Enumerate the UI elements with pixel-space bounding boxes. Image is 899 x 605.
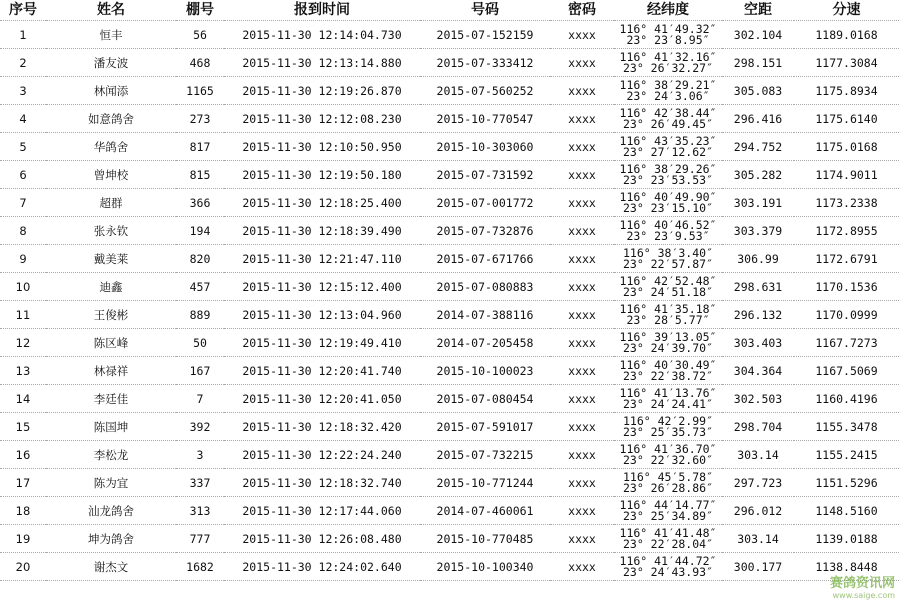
cell-loft: 889 — [176, 301, 224, 329]
longitude: 116° 40′46.52″ — [619, 217, 717, 232]
cell-distance: 296.132 — [722, 301, 794, 329]
cell-ring: 2015-07-333412 — [420, 49, 550, 77]
cell-coordinates — [614, 273, 722, 301]
cell-ring: 2015-10-100023 — [420, 357, 550, 385]
longitude: 116° 41′44.72″ — [619, 553, 717, 568]
header-rank: 序号 — [0, 0, 46, 21]
cell-ring: 2015-10-770485 — [420, 525, 550, 553]
table-row — [0, 441, 899, 469]
cell-rank: 11 — [0, 301, 46, 329]
table-row — [0, 413, 899, 441]
cell-loft: 815 — [176, 161, 224, 189]
cell-ring: 2015-07-001772 — [420, 189, 550, 217]
longitude: 116° 38′3.40″ — [622, 245, 713, 260]
cell-time: 2015-11-30 12:10:50.950 — [224, 133, 420, 161]
cell-ring: 2015-07-732876 — [420, 217, 550, 245]
cell-distance: 302.104 — [722, 21, 794, 49]
latitude: 23° 28′5.77″ — [626, 312, 710, 327]
cell-distance: 298.704 — [722, 413, 794, 441]
cell-ring: 2014-07-460061 — [420, 497, 550, 525]
cell-rank: 5 — [0, 133, 46, 161]
table-row — [0, 385, 899, 413]
cell-rank: 3 — [0, 77, 46, 105]
latitude: 23° 23′15.10″ — [622, 200, 713, 215]
cell-distance: 298.631 — [722, 273, 794, 301]
latitude: 23° 26′49.45″ — [622, 116, 713, 131]
cell-rank: 17 — [0, 469, 46, 497]
latitude: 23° 24′24.41″ — [622, 396, 713, 411]
cell-ring: 2015-07-080454 — [420, 385, 550, 413]
cell-coordinates — [614, 469, 722, 497]
cell-ring: 2015-07-152159 — [420, 21, 550, 49]
latitude: 23° 22′28.04″ — [622, 536, 713, 551]
cell-rank: 20 — [0, 553, 46, 581]
latitude: 23° 22′57.87″ — [622, 256, 713, 271]
cell-rank: 10 — [0, 273, 46, 301]
latitude: 23° 24′39.70″ — [622, 340, 713, 355]
longitude: 116° 41′13.76″ — [619, 385, 717, 400]
latitude: 23° 24′51.18″ — [622, 284, 713, 299]
cell-speed: 1174.9011 — [794, 161, 899, 189]
cell-time: 2015-11-30 12:19:26.870 — [224, 77, 420, 105]
cell-password: xxxx — [550, 245, 614, 273]
cell-name: 曾坤校 — [46, 161, 176, 189]
cell-distance: 303.14 — [722, 525, 794, 553]
table-row — [0, 133, 899, 161]
longitude: 116° 41′32.16″ — [619, 49, 717, 64]
latitude: 23° 23′53.53″ — [622, 172, 713, 187]
cell-name: 陈为宜 — [46, 469, 176, 497]
cell-ring: 2014-07-388116 — [420, 301, 550, 329]
cell-time: 2015-11-30 12:20:41.050 — [224, 385, 420, 413]
latitude: 23° 25′35.73″ — [622, 424, 713, 439]
cell-ring: 2015-07-732215 — [420, 441, 550, 469]
latitude: 23° 25′34.89″ — [622, 508, 713, 523]
cell-loft: 820 — [176, 245, 224, 273]
cell-distance: 303.191 — [722, 189, 794, 217]
longitude: 116° 41′35.18″ — [619, 301, 717, 316]
longitude: 116° 41′36.70″ — [619, 441, 717, 456]
cell-name: 陈国坤 — [46, 413, 176, 441]
cell-time: 2015-11-30 12:12:08.230 — [224, 105, 420, 133]
cell-loft: 194 — [176, 217, 224, 245]
cell-speed: 1173.2338 — [794, 189, 899, 217]
latitude: 23° 27′12.62″ — [622, 144, 713, 159]
cell-rank: 1 — [0, 21, 46, 49]
cell-ring: 2015-07-591017 — [420, 413, 550, 441]
cell-speed: 1151.5296 — [794, 469, 899, 497]
cell-password: xxxx — [550, 133, 614, 161]
latitude: 23° 22′38.72″ — [622, 368, 713, 383]
cell-loft: 50 — [176, 329, 224, 357]
cell-time: 2015-11-30 12:13:04.960 — [224, 301, 420, 329]
cell-loft: 468 — [176, 49, 224, 77]
cell-speed: 1177.3084 — [794, 49, 899, 77]
cell-password: xxxx — [550, 357, 614, 385]
cell-loft: 313 — [176, 497, 224, 525]
header-name: 姓名 — [46, 0, 176, 21]
table-row — [0, 105, 899, 133]
cell-distance: 303.14 — [722, 441, 794, 469]
longitude: 116° 38′29.26″ — [619, 161, 717, 176]
cell-speed: 1170.0999 — [794, 301, 899, 329]
cell-speed: 1139.0188 — [794, 525, 899, 553]
table-row — [0, 357, 899, 385]
cell-distance: 296.012 — [722, 497, 794, 525]
header-loft: 棚号 — [176, 0, 224, 21]
cell-speed: 1172.6791 — [794, 245, 899, 273]
cell-distance: 305.282 — [722, 161, 794, 189]
cell-name: 汕龙鸽舍 — [46, 497, 176, 525]
watermark-logo: 赛鸽资讯网 — [829, 576, 895, 591]
longitude: 116° 44′14.77″ — [619, 497, 717, 512]
header-coordinates: 经纬度 — [614, 0, 722, 21]
cell-time: 2015-11-30 12:19:49.410 — [224, 329, 420, 357]
cell-loft: 1165 — [176, 77, 224, 105]
cell-speed: 1175.6140 — [794, 105, 899, 133]
cell-password: xxxx — [550, 21, 614, 49]
table-row — [0, 21, 899, 49]
cell-loft: 1682 — [176, 553, 224, 581]
cell-name: 李廷佳 — [46, 385, 176, 413]
latitude: 23° 24′3.06″ — [626, 88, 710, 103]
cell-loft: 56 — [176, 21, 224, 49]
cell-distance: 305.083 — [722, 77, 794, 105]
cell-coordinates — [614, 217, 722, 245]
table-row — [0, 553, 899, 581]
cell-distance: 300.177 — [722, 553, 794, 581]
watermark-url: www.saige.com — [832, 591, 895, 600]
cell-ring: 2014-07-205458 — [420, 329, 550, 357]
cell-time: 2015-11-30 12:20:41.740 — [224, 357, 420, 385]
cell-time: 2015-11-30 12:24:02.640 — [224, 553, 420, 581]
cell-rank: 19 — [0, 525, 46, 553]
cell-loft: 273 — [176, 105, 224, 133]
cell-speed: 1160.4196 — [794, 385, 899, 413]
cell-speed: 1167.5069 — [794, 357, 899, 385]
cell-coordinates — [614, 497, 722, 525]
cell-rank: 15 — [0, 413, 46, 441]
latitude: 23° 23′8.95″ — [626, 32, 710, 47]
table-row — [0, 245, 899, 273]
cell-time: 2015-11-30 12:18:39.490 — [224, 217, 420, 245]
cell-name: 陈区峰 — [46, 329, 176, 357]
cell-password: xxxx — [550, 329, 614, 357]
table-row — [0, 497, 899, 525]
cell-ring: 2015-07-731592 — [420, 161, 550, 189]
cell-rank: 4 — [0, 105, 46, 133]
cell-name: 如意鸽舍 — [46, 105, 176, 133]
cell-distance: 302.503 — [722, 385, 794, 413]
cell-time: 2015-11-30 12:19:50.180 — [224, 161, 420, 189]
cell-name: 坤为鸽舍 — [46, 525, 176, 553]
cell-rank: 13 — [0, 357, 46, 385]
cell-coordinates — [614, 245, 722, 273]
table-row — [0, 273, 899, 301]
latitude: 23° 24′43.93″ — [622, 564, 713, 579]
cell-password: xxxx — [550, 161, 614, 189]
cell-loft: 777 — [176, 525, 224, 553]
cell-loft: 3 — [176, 441, 224, 469]
cell-distance: 296.416 — [722, 105, 794, 133]
cell-time: 2015-11-30 12:18:32.420 — [224, 413, 420, 441]
cell-distance: 298.151 — [722, 49, 794, 77]
cell-password: xxxx — [550, 441, 614, 469]
longitude: 116° 41′41.48″ — [619, 525, 717, 540]
cell-ring: 2015-10-771244 — [420, 469, 550, 497]
longitude: 116° 45′5.78″ — [622, 469, 713, 484]
cell-time: 2015-11-30 12:18:32.740 — [224, 469, 420, 497]
cell-password: xxxx — [550, 273, 614, 301]
cell-distance: 297.723 — [722, 469, 794, 497]
cell-rank: 6 — [0, 161, 46, 189]
cell-speed: 1172.8955 — [794, 217, 899, 245]
longitude: 116° 41′49.32″ — [619, 21, 717, 36]
cell-ring: 2015-10-100340 — [420, 553, 550, 581]
cell-distance: 303.379 — [722, 217, 794, 245]
cell-ring: 2015-07-080883 — [420, 273, 550, 301]
cell-name: 谢杰文 — [46, 553, 176, 581]
cell-coordinates — [614, 385, 722, 413]
cell-coordinates — [614, 329, 722, 357]
table-row — [0, 329, 899, 357]
cell-speed: 1175.8934 — [794, 77, 899, 105]
longitude: 116° 40′30.49″ — [619, 357, 717, 372]
cell-name: 华鸽舍 — [46, 133, 176, 161]
cell-time: 2015-11-30 12:15:12.400 — [224, 273, 420, 301]
cell-coordinates — [614, 357, 722, 385]
cell-ring: 2015-07-560252 — [420, 77, 550, 105]
cell-rank: 16 — [0, 441, 46, 469]
cell-coordinates — [614, 189, 722, 217]
table-row — [0, 189, 899, 217]
table-row — [0, 49, 899, 77]
cell-password: xxxx — [550, 189, 614, 217]
cell-password: xxxx — [550, 217, 614, 245]
longitude: 116° 38′29.21″ — [619, 77, 717, 92]
cell-name: 超群 — [46, 189, 176, 217]
cell-distance: 306.99 — [722, 245, 794, 273]
cell-coordinates — [614, 161, 722, 189]
table-body — [0, 21, 899, 581]
header-time: 报到时间 — [224, 0, 420, 21]
cell-speed: 1148.5160 — [794, 497, 899, 525]
cell-loft: 392 — [176, 413, 224, 441]
cell-coordinates — [614, 441, 722, 469]
header-ring: 号码 — [420, 0, 550, 21]
header-row — [0, 0, 899, 21]
cell-distance: 304.364 — [722, 357, 794, 385]
cell-time: 2015-11-30 12:18:25.400 — [224, 189, 420, 217]
cell-rank: 9 — [0, 245, 46, 273]
cell-password: xxxx — [550, 553, 614, 581]
cell-coordinates — [614, 133, 722, 161]
cell-speed: 1189.0168 — [794, 21, 899, 49]
header-distance: 空距 — [722, 0, 794, 21]
latitude: 23° 22′32.60″ — [622, 452, 713, 467]
cell-rank: 12 — [0, 329, 46, 357]
cell-ring: 2015-07-671766 — [420, 245, 550, 273]
cell-time: 2015-11-30 12:17:44.060 — [224, 497, 420, 525]
cell-password: xxxx — [550, 385, 614, 413]
latitude: 23° 26′28.86″ — [622, 480, 713, 495]
longitude: 116° 40′49.90″ — [619, 189, 717, 204]
cell-coordinates — [614, 553, 722, 581]
header-speed: 分速 — [794, 0, 899, 21]
cell-speed: 1155.2415 — [794, 441, 899, 469]
cell-name: 恒丰 — [46, 21, 176, 49]
cell-speed: 1170.1536 — [794, 273, 899, 301]
cell-distance: 294.752 — [722, 133, 794, 161]
cell-loft: 167 — [176, 357, 224, 385]
table-header — [0, 0, 899, 21]
longitude: 116° 39′13.05″ — [619, 329, 717, 344]
cell-loft: 366 — [176, 189, 224, 217]
cell-password: xxxx — [550, 49, 614, 77]
cell-password: xxxx — [550, 525, 614, 553]
cell-distance: 303.403 — [722, 329, 794, 357]
cell-coordinates — [614, 301, 722, 329]
cell-rank: 14 — [0, 385, 46, 413]
cell-name: 李松龙 — [46, 441, 176, 469]
cell-speed: 1175.0168 — [794, 133, 899, 161]
cell-name: 王俊彬 — [46, 301, 176, 329]
table-row — [0, 217, 899, 245]
cell-speed: 1138.8448 — [794, 553, 899, 581]
latitude: 23° 26′32.27″ — [622, 60, 713, 75]
cell-rank: 8 — [0, 217, 46, 245]
cell-loft: 817 — [176, 133, 224, 161]
table-row — [0, 469, 899, 497]
longitude: 116° 42′52.48″ — [619, 273, 717, 288]
cell-loft: 457 — [176, 273, 224, 301]
cell-name: 潘友波 — [46, 49, 176, 77]
cell-name: 戴美莱 — [46, 245, 176, 273]
cell-coordinates — [614, 77, 722, 105]
table-row — [0, 525, 899, 553]
cell-password: xxxx — [550, 413, 614, 441]
cell-speed: 1167.7273 — [794, 329, 899, 357]
cell-time: 2015-11-30 12:26:08.480 — [224, 525, 420, 553]
cell-password: xxxx — [550, 105, 614, 133]
longitude: 116° 42′2.99″ — [622, 413, 713, 428]
cell-time: 2015-11-30 12:14:04.730 — [224, 21, 420, 49]
cell-coordinates — [614, 105, 722, 133]
cell-coordinates — [614, 525, 722, 553]
longitude: 116° 42′38.44″ — [619, 105, 717, 120]
cell-name: 迪鑫 — [46, 273, 176, 301]
header-password: 密码 — [550, 0, 614, 21]
cell-rank: 2 — [0, 49, 46, 77]
cell-rank: 18 — [0, 497, 46, 525]
cell-loft: 337 — [176, 469, 224, 497]
cell-loft: 7 — [176, 385, 224, 413]
latitude: 23° 23′9.53″ — [626, 228, 710, 243]
cell-coordinates — [614, 49, 722, 77]
cell-rank: 7 — [0, 189, 46, 217]
cell-ring: 2015-10-770547 — [420, 105, 550, 133]
cell-password: xxxx — [550, 497, 614, 525]
cell-time: 2015-11-30 12:22:24.240 — [224, 441, 420, 469]
longitude: 116° 43′35.23″ — [619, 133, 717, 148]
cell-time: 2015-11-30 12:13:14.880 — [224, 49, 420, 77]
table-row — [0, 161, 899, 189]
cell-speed: 1155.3478 — [794, 413, 899, 441]
cell-coordinates — [614, 413, 722, 441]
table-row — [0, 301, 899, 329]
cell-time: 2015-11-30 12:21:47.110 — [224, 245, 420, 273]
cell-password: xxxx — [550, 301, 614, 329]
cell-name: 林闻添 — [46, 77, 176, 105]
cell-password: xxxx — [550, 77, 614, 105]
cell-password: xxxx — [550, 469, 614, 497]
table-row — [0, 77, 899, 105]
cell-coordinates — [614, 21, 722, 49]
cell-ring: 2015-10-303060 — [420, 133, 550, 161]
cell-name: 张永钦 — [46, 217, 176, 245]
cell-name: 林禄祥 — [46, 357, 176, 385]
